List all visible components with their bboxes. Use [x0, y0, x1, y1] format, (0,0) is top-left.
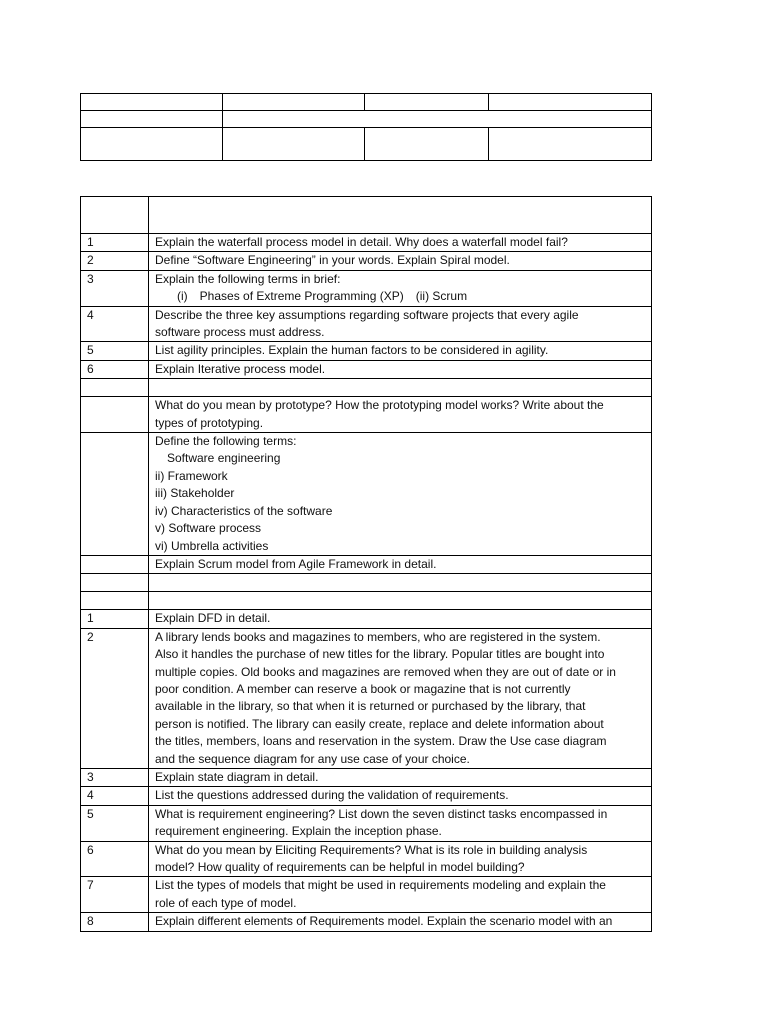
question-number: 8 [81, 913, 149, 931]
question-number: 5 [81, 342, 149, 360]
question-row [81, 342, 652, 360]
question-line: Define the following terms: [155, 434, 297, 449]
question-line: iii) Stakeholder [155, 486, 235, 501]
question-text [149, 306, 652, 342]
question-row [81, 555, 652, 573]
question-line: role of each type of model. [155, 895, 297, 910]
question-text [149, 397, 652, 433]
question-number: 4 [81, 787, 149, 805]
table-header-cell [81, 197, 149, 234]
question-line: software process must address. [155, 325, 325, 340]
question-text [149, 805, 652, 841]
table-header-row [81, 197, 652, 234]
header-table [80, 93, 652, 161]
header-cell [223, 128, 365, 161]
question-text [149, 610, 652, 628]
header-row [81, 111, 652, 128]
question-row [81, 360, 652, 378]
question-line: poor condition. A member can reserve a book or magazine that is not currently [155, 681, 571, 696]
question-row [81, 610, 652, 628]
question-line: Explain DFD in detail. [155, 611, 271, 626]
question-line: person is notified. The library can easily create, replace and delete information about [155, 716, 604, 731]
question-line: What do you mean by Eliciting Requirements? What is its role in building analysis [155, 842, 588, 857]
question-text [149, 877, 652, 913]
header-cell [81, 128, 223, 161]
question-number: 5 [81, 805, 149, 841]
question-text [149, 252, 652, 270]
question-text [149, 628, 652, 768]
question-line: Software engineering [167, 451, 281, 466]
question-number [81, 433, 149, 556]
question-subitems [155, 288, 647, 305]
table-header-cell [149, 197, 652, 234]
question-row [81, 234, 652, 252]
subitem-marker: (i) [177, 289, 188, 304]
question-line: List agility principles. Explain the human factors to be considered in agility. [155, 343, 549, 358]
blank-row [81, 379, 652, 397]
question-row [81, 628, 652, 768]
header-cell [223, 111, 652, 128]
question-row [81, 252, 652, 270]
question-line: requirement engineering. Explain the inception phase. [155, 824, 442, 839]
question-line: the titles, members, loans and reservation in the system. Draw the Use case diagram [155, 734, 607, 749]
question-line: Describe the three key assumptions regarding software projects that every agile [155, 307, 579, 322]
question-text [149, 768, 652, 786]
question-line: iv) Characteristics of the software [155, 503, 333, 518]
question-number: 6 [81, 360, 149, 378]
question-line: available in the library, so that when it is returned or purchased by the library, that [155, 699, 586, 714]
question-line: Define “Software Engineering” in your words. Explain Spiral model. [155, 253, 510, 268]
question-line: Explain Scrum model from Agile Framework in detail. [155, 556, 437, 571]
header-cell [365, 128, 489, 161]
question-row [81, 433, 652, 556]
question-text [149, 342, 652, 360]
question-line: List the questions addressed during the validation of requirements. [155, 788, 509, 803]
question-number: 1 [81, 234, 149, 252]
header-row [81, 94, 652, 111]
question-number: 3 [81, 768, 149, 786]
question-line: What is requirement engineering? List down the seven distinct tasks encompassed in [155, 806, 608, 821]
question-row [81, 768, 652, 786]
question-line: Explain the waterfall process model in detail. Why does a waterfall model fail? [155, 235, 568, 249]
question-line: Explain Iterative process model. [155, 361, 326, 376]
question-number [81, 397, 149, 433]
question-line: Explain different elements of Requirements model. Explain the scenario model with an [155, 914, 613, 929]
header-cell [81, 111, 223, 128]
question-line: types of prototyping. [155, 415, 264, 430]
blank-row [81, 574, 652, 592]
blank-row [81, 592, 652, 610]
question-line: Explain the following terms in brief: [155, 271, 341, 286]
question-text [149, 555, 652, 573]
question-row [81, 270, 652, 306]
question-row [81, 877, 652, 913]
question-text [149, 270, 652, 306]
question-number: 3 [81, 270, 149, 306]
question-row [81, 913, 652, 931]
question-number: 7 [81, 877, 149, 913]
question-line: and the sequence diagram for any use case of your choice. [155, 751, 470, 766]
question-line: Explain state diagram in detail. [155, 769, 319, 784]
question-text [149, 787, 652, 805]
question-line: Also it handles the purchase of new titles for the library. Popular titles are bought into [155, 647, 605, 662]
question-text [149, 841, 652, 877]
question-line: What do you mean by prototype? How the prototyping model works? Write about the [155, 398, 604, 413]
question-number [81, 555, 149, 573]
question-text [149, 234, 652, 252]
question-row [81, 787, 652, 805]
question-number: 6 [81, 841, 149, 877]
header-cell [365, 94, 489, 111]
header-cell [489, 94, 652, 111]
question-line: v) Software process [155, 521, 262, 536]
questions-table [80, 196, 652, 932]
question-number: 2 [81, 252, 149, 270]
question-line: vi) Umbrella activities [155, 538, 269, 553]
question-number: 1 [81, 610, 149, 628]
question-line: ii) Framework [155, 468, 228, 483]
question-row [81, 805, 652, 841]
question-text [149, 360, 652, 378]
header-row [81, 128, 652, 161]
header-cell [489, 128, 652, 161]
question-number: 2 [81, 628, 149, 768]
question-line: model? How quality of requirements can be helpful in model building? [155, 860, 525, 874]
question-line: multiple copies. Old books and magazines are removed when they are out of date or in [155, 664, 616, 679]
header-cell [223, 94, 365, 111]
question-row [81, 397, 652, 433]
question-text [149, 913, 652, 931]
question-number: 4 [81, 306, 149, 342]
question-text [149, 433, 652, 556]
question-line: List the types of models that might be used in requirements modeling and explain the [155, 878, 606, 893]
question-row [81, 841, 652, 877]
subitem-text: (ii) Scrum [415, 289, 468, 304]
header-cell [81, 94, 223, 111]
subitem-text: Phases of Extreme Programming (XP) [199, 289, 404, 304]
question-row [81, 306, 652, 342]
question-line: A library lends books and magazines to members, who are registered in the system. [155, 629, 601, 644]
